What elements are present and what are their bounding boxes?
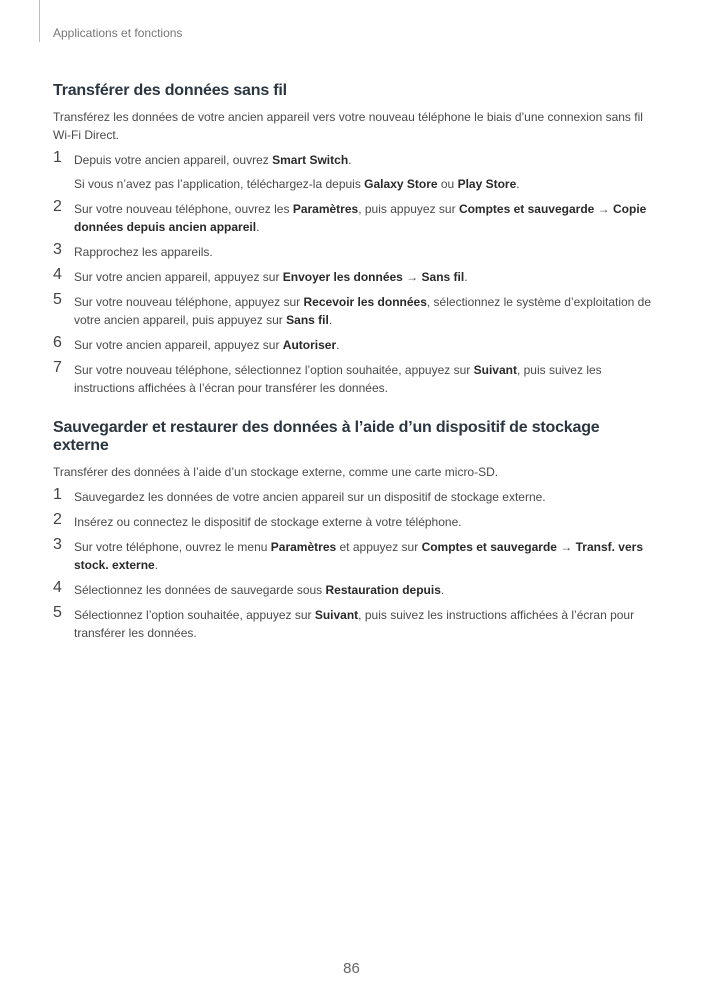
step-text: .	[464, 270, 468, 284]
step-item	[53, 268, 653, 286]
step-item	[53, 513, 653, 531]
section-title: Sauvegarder et restaurer des données à l’aide d’un dispositif de stockage externe	[53, 419, 600, 454]
step-body	[74, 338, 339, 352]
ui-term: Sans fil	[421, 270, 465, 284]
step-text: .	[440, 583, 445, 597]
step-body	[74, 245, 213, 259]
ui-term: Paramètres	[292, 202, 359, 216]
step-body	[74, 608, 634, 640]
step-text: .	[336, 338, 340, 352]
header-divider	[39, 0, 40, 42]
step-body	[74, 515, 462, 529]
step-body	[74, 202, 646, 234]
step-text: →	[594, 202, 613, 216]
step-text: , puis suivez les instructions affichées à l’écran pour transférer les données.	[74, 608, 635, 640]
step-body	[74, 295, 651, 327]
step-number: 7	[53, 359, 62, 376]
step-text: →	[402, 270, 422, 284]
step-text: →	[556, 540, 576, 554]
step-item	[53, 538, 653, 574]
step-text: Sur votre nouveau téléphone, sélectionnez l’option souhaitée, appuyez sur	[74, 363, 474, 377]
step-item	[53, 293, 653, 329]
step-text: Sur votre nouveau téléphone, appuyez sur	[74, 295, 304, 309]
step-text: Si vous n’avez pas l’application, téléchargez-la depuis	[74, 177, 365, 191]
step-body	[74, 153, 352, 167]
ui-term: Paramètres	[270, 540, 337, 554]
step-list	[53, 151, 653, 397]
ui-term: Restauration depuis	[325, 583, 441, 597]
step-body	[74, 270, 468, 284]
step-number: 3	[53, 241, 62, 258]
step-item	[53, 336, 653, 354]
step-number: 1	[53, 149, 62, 166]
step-item	[53, 606, 653, 642]
step-text: .	[154, 558, 159, 572]
step-text: .	[516, 177, 520, 191]
ui-term: Envoyer les données	[282, 270, 403, 284]
step-text: .	[328, 313, 333, 327]
section-wireless-transfer	[53, 82, 653, 397]
ui-term: Suivant	[473, 363, 517, 377]
step-body	[74, 583, 444, 597]
step-text: , puis appuyez sur	[358, 202, 459, 216]
step-number: 6	[53, 334, 62, 351]
step-number: 4	[53, 266, 62, 283]
ui-term: Sans fil	[286, 313, 329, 327]
ui-term: Suivant	[314, 608, 359, 622]
step-text: .	[348, 153, 352, 167]
section-title: Transférer des données sans fil	[53, 82, 287, 99]
step-number: 2	[53, 198, 62, 215]
step-number: 4	[53, 579, 62, 596]
step-text: , sélectionnez le système d’exploitation de votre ancien appareil, puis appuyez sur	[74, 295, 652, 327]
step-text: .	[256, 220, 260, 234]
ui-term: Transf. vers stock. externe	[74, 540, 643, 572]
step-body	[74, 490, 546, 504]
ui-term: Smart Switch	[272, 153, 349, 167]
ui-term: Galaxy Store	[364, 177, 438, 191]
step-text: Sur votre téléphone, ouvrez le menu	[74, 540, 271, 554]
step-text: Sélectionnez les données de sauvegarde sous	[74, 583, 326, 597]
step-number: 5	[53, 291, 62, 308]
section-external-storage	[53, 419, 653, 642]
step-number: 1	[53, 486, 62, 503]
step-text: Sur votre nouveau téléphone, ouvrez les	[74, 202, 293, 216]
step-text: , puis suivez les instructions affichées à l’écran pour transférer les données.	[74, 363, 602, 395]
step-text: et appuyez sur	[336, 540, 422, 554]
step-number: 2	[53, 511, 62, 528]
step-text: Depuis votre ancien appareil, ouvrez	[74, 153, 273, 167]
page-content	[53, 82, 653, 642]
ui-term: Copie données depuis ancien appareil	[74, 202, 647, 234]
step-item	[53, 488, 653, 506]
ui-term: Comptes et sauvegarde	[421, 540, 557, 554]
step-text: Insérez ou connectez le dispositif de stockage externe à votre téléphone.	[74, 515, 462, 529]
step-text: Sur votre ancien appareil, appuyez sur	[74, 338, 283, 352]
ui-term: Autoriser	[282, 338, 337, 352]
step-text: Sur votre ancien appareil, appuyez sur	[74, 270, 283, 284]
step-text: Rapprochez les appareils.	[74, 245, 213, 259]
step-body	[74, 540, 643, 572]
page-number: 86	[343, 960, 360, 977]
step-item	[53, 243, 653, 261]
step-text: ou	[437, 177, 458, 191]
step-number: 3	[53, 536, 62, 553]
ui-term: Comptes et sauvegarde	[458, 202, 595, 216]
step-item	[53, 581, 653, 599]
ui-term: Recevoir les données	[303, 295, 427, 309]
section-intro: Transférez les données de votre ancien appareil vers votre nouveau téléphone le biais d’une connexion sans fil Wi-Fi Direct.	[53, 110, 643, 142]
step-item	[53, 151, 653, 193]
ui-term: Play Store	[457, 177, 517, 191]
step-text: Sélectionnez l’option souhaitée, appuyez sur	[74, 608, 315, 622]
running-header: Applications et fonctions	[53, 26, 183, 40]
step-note	[74, 175, 653, 193]
step-text: Sauvegardez les données de votre ancien appareil sur un dispositif de stockage externe.	[74, 490, 546, 504]
section-intro: Transférer des données à l’aide d’un stockage externe, comme une carte micro-SD.	[53, 465, 499, 479]
step-body	[74, 363, 602, 395]
step-list	[53, 488, 653, 642]
step-number: 5	[53, 604, 62, 621]
step-item	[53, 200, 653, 236]
step-item	[53, 361, 653, 397]
